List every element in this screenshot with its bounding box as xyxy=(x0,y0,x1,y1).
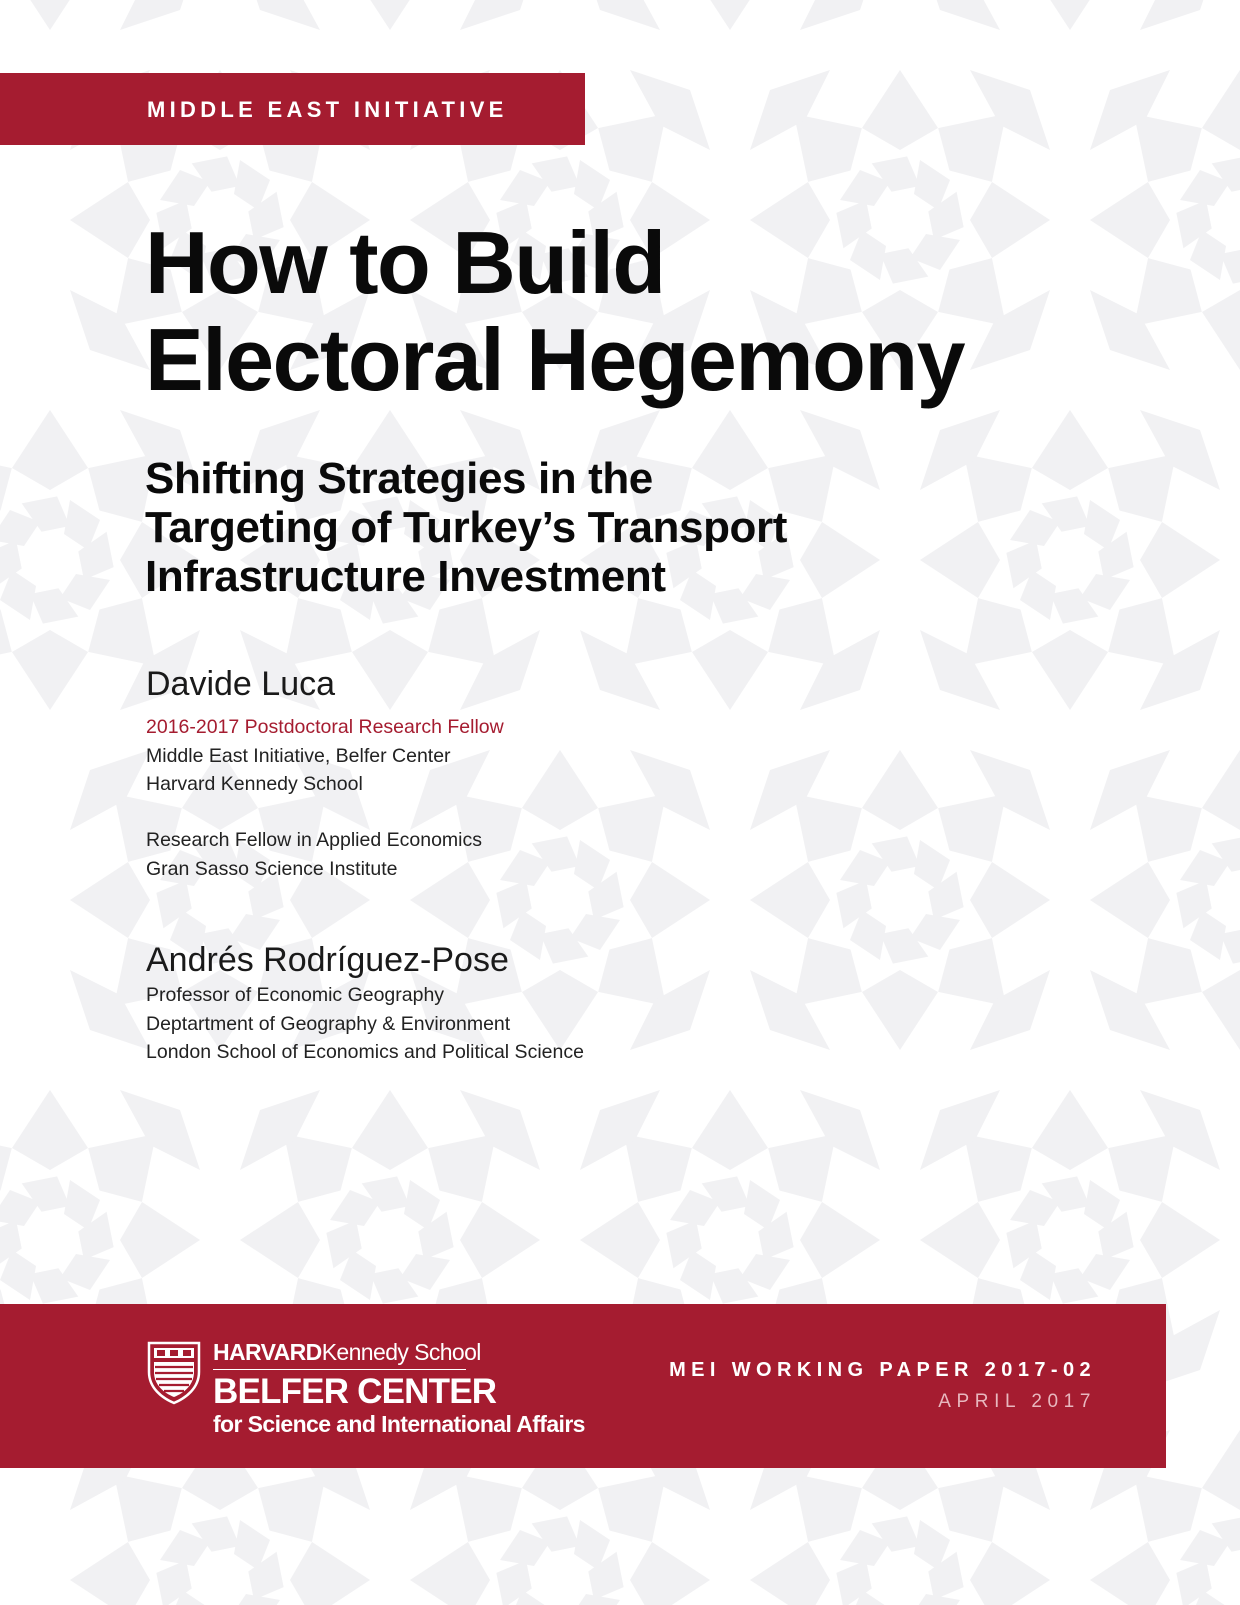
author-affiliation-luca xyxy=(146,713,504,799)
author-name-luca: Davide Luca xyxy=(146,665,336,703)
belfer-center-logo xyxy=(213,1339,585,1438)
publication-date: APRIL 2017 xyxy=(938,1391,1096,1412)
affiliation-line: Harvard Kennedy School xyxy=(146,773,363,795)
logo-kennedy-school: Kennedy School xyxy=(321,1339,481,1365)
subtitle-line-2: Targeting of Turkey’s Transport xyxy=(145,503,787,552)
affiliation-line: Research Fellow in Applied Economics xyxy=(146,829,482,851)
affiliation-line: Gran Sasso Science Institute xyxy=(146,857,398,880)
logo-hks-line xyxy=(213,1339,585,1365)
harvard-shield-icon xyxy=(146,1340,202,1406)
author-second-affiliation-luca xyxy=(146,826,482,883)
title-line-1: How to Build xyxy=(145,213,665,312)
subtitle-line-1: Shifting Strategies in the xyxy=(145,454,653,503)
author-role: 2016-2017 Postdoctoral Research Fellow xyxy=(146,716,504,738)
page-title xyxy=(145,214,1205,408)
title-line-2: Electoral Hegemony xyxy=(145,310,965,409)
affiliation-line: Middle East Initiative, Belfer Center xyxy=(146,744,451,767)
logo-subtitle: for Science and International Affairs xyxy=(213,1411,585,1437)
author-name-rodriguez-pose: Andrés Rodríguez-Pose xyxy=(146,941,509,979)
initiative-label: MIDDLE EAST INITIATIVE xyxy=(147,97,508,122)
affiliation-line: Professor of Economic Geography xyxy=(146,984,445,1006)
footer-band xyxy=(0,1304,1166,1468)
logo-divider xyxy=(213,1369,466,1370)
working-paper-id: MEI WORKING PAPER 2017-02 xyxy=(669,1359,1096,1381)
logo-harvard: HARVARD xyxy=(213,1339,322,1365)
author-affiliation-rodriguez-pose xyxy=(146,981,584,1067)
subtitle-line-3: Infrastructure Investment xyxy=(145,552,666,601)
logo-belfer-center: BELFER CENTER xyxy=(213,1372,497,1411)
page-subtitle xyxy=(145,454,1045,601)
affiliation-line: Deptartment of Geography & Environment xyxy=(146,1012,511,1035)
affiliation-line: London School of Economics and Political Science xyxy=(146,1041,584,1063)
initiative-banner xyxy=(0,73,585,145)
